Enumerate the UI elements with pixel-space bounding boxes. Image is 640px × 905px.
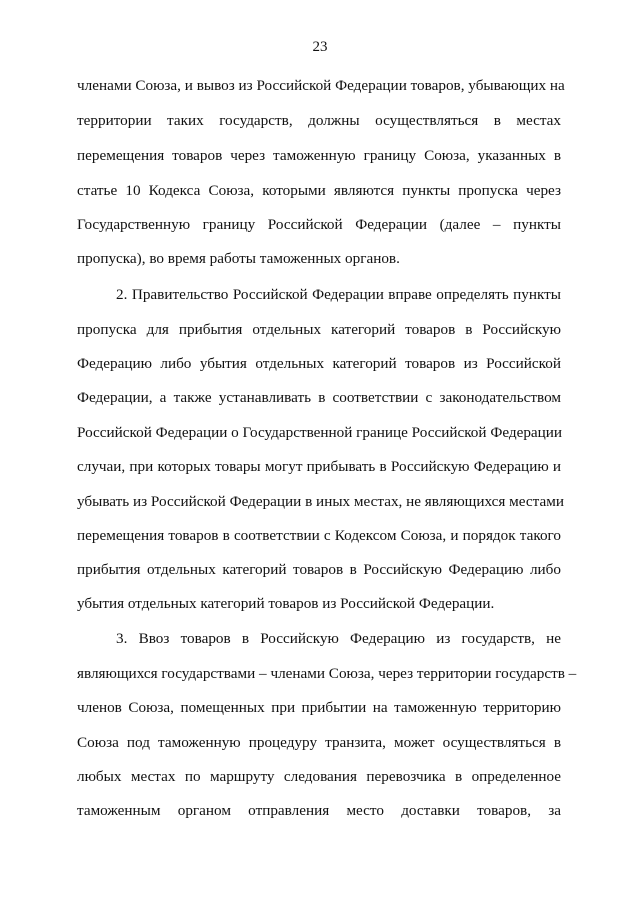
text-line: являющихся государствами – членами Союза, через территории государств –	[77, 665, 577, 682]
text-line: Союза под таможенную процедуру транзита, может осуществляться в	[77, 734, 561, 751]
text-line: прибытия отдельных категорий товаров в Российскую Федерацию либо	[77, 561, 561, 578]
paragraph-first-line: 3. Ввоз товаров в Российскую Федерацию из государств, не	[116, 630, 561, 647]
text-line: Государственную границу Российской Федерации (далее – пункты	[77, 216, 561, 233]
text-line: перемещения товаров в соответствии с Кодексом Союза, и порядок такого	[77, 527, 561, 544]
text-line: Федерации, а также устанавливать в соответствии с законодательством	[77, 389, 561, 406]
text-line: перемещения товаров через таможенную границу Союза, указанных в	[77, 147, 561, 164]
text-line: любых местах по маршруту следования перевозчика в определенное	[77, 768, 561, 785]
text-line: пропуска), во время работы таможенных органов.	[77, 250, 400, 267]
paragraph-first-line: 2. Правительство Российской Федерации вправе определять пункты	[116, 286, 561, 303]
text-line: убывать из Российской Федерации в иных местах, не являющихся местами	[77, 493, 564, 510]
text-line: членами Союза, и вывоз из Российской Федерации товаров, убывающих на	[77, 77, 565, 94]
text-line: статье 10 Кодекса Союза, которыми являются пункты пропуска через	[77, 182, 561, 199]
text-line: пропуска для прибытия отдельных категорий товаров в Российскую	[77, 321, 561, 338]
text-line: таможенным органом отправления место доставки товаров, за	[77, 802, 561, 819]
text-line: членов Союза, помещенных при прибытии на таможенную территорию	[77, 699, 561, 716]
text-line: Федерацию либо убытия отдельных категорий товаров из Российской	[77, 355, 561, 372]
page-number: 23	[312, 39, 328, 55]
text-line: территории таких государств, должны осуществляться в местах	[77, 112, 561, 129]
text-line: Российской Федерации о Государственной границе Российской Федерации	[77, 424, 563, 441]
text-line: убытия отдельных категорий товаров из Российской Федерации.	[77, 595, 495, 612]
text-line: случаи, при которых товары могут прибывать в Российскую Федерацию и	[77, 458, 561, 475]
